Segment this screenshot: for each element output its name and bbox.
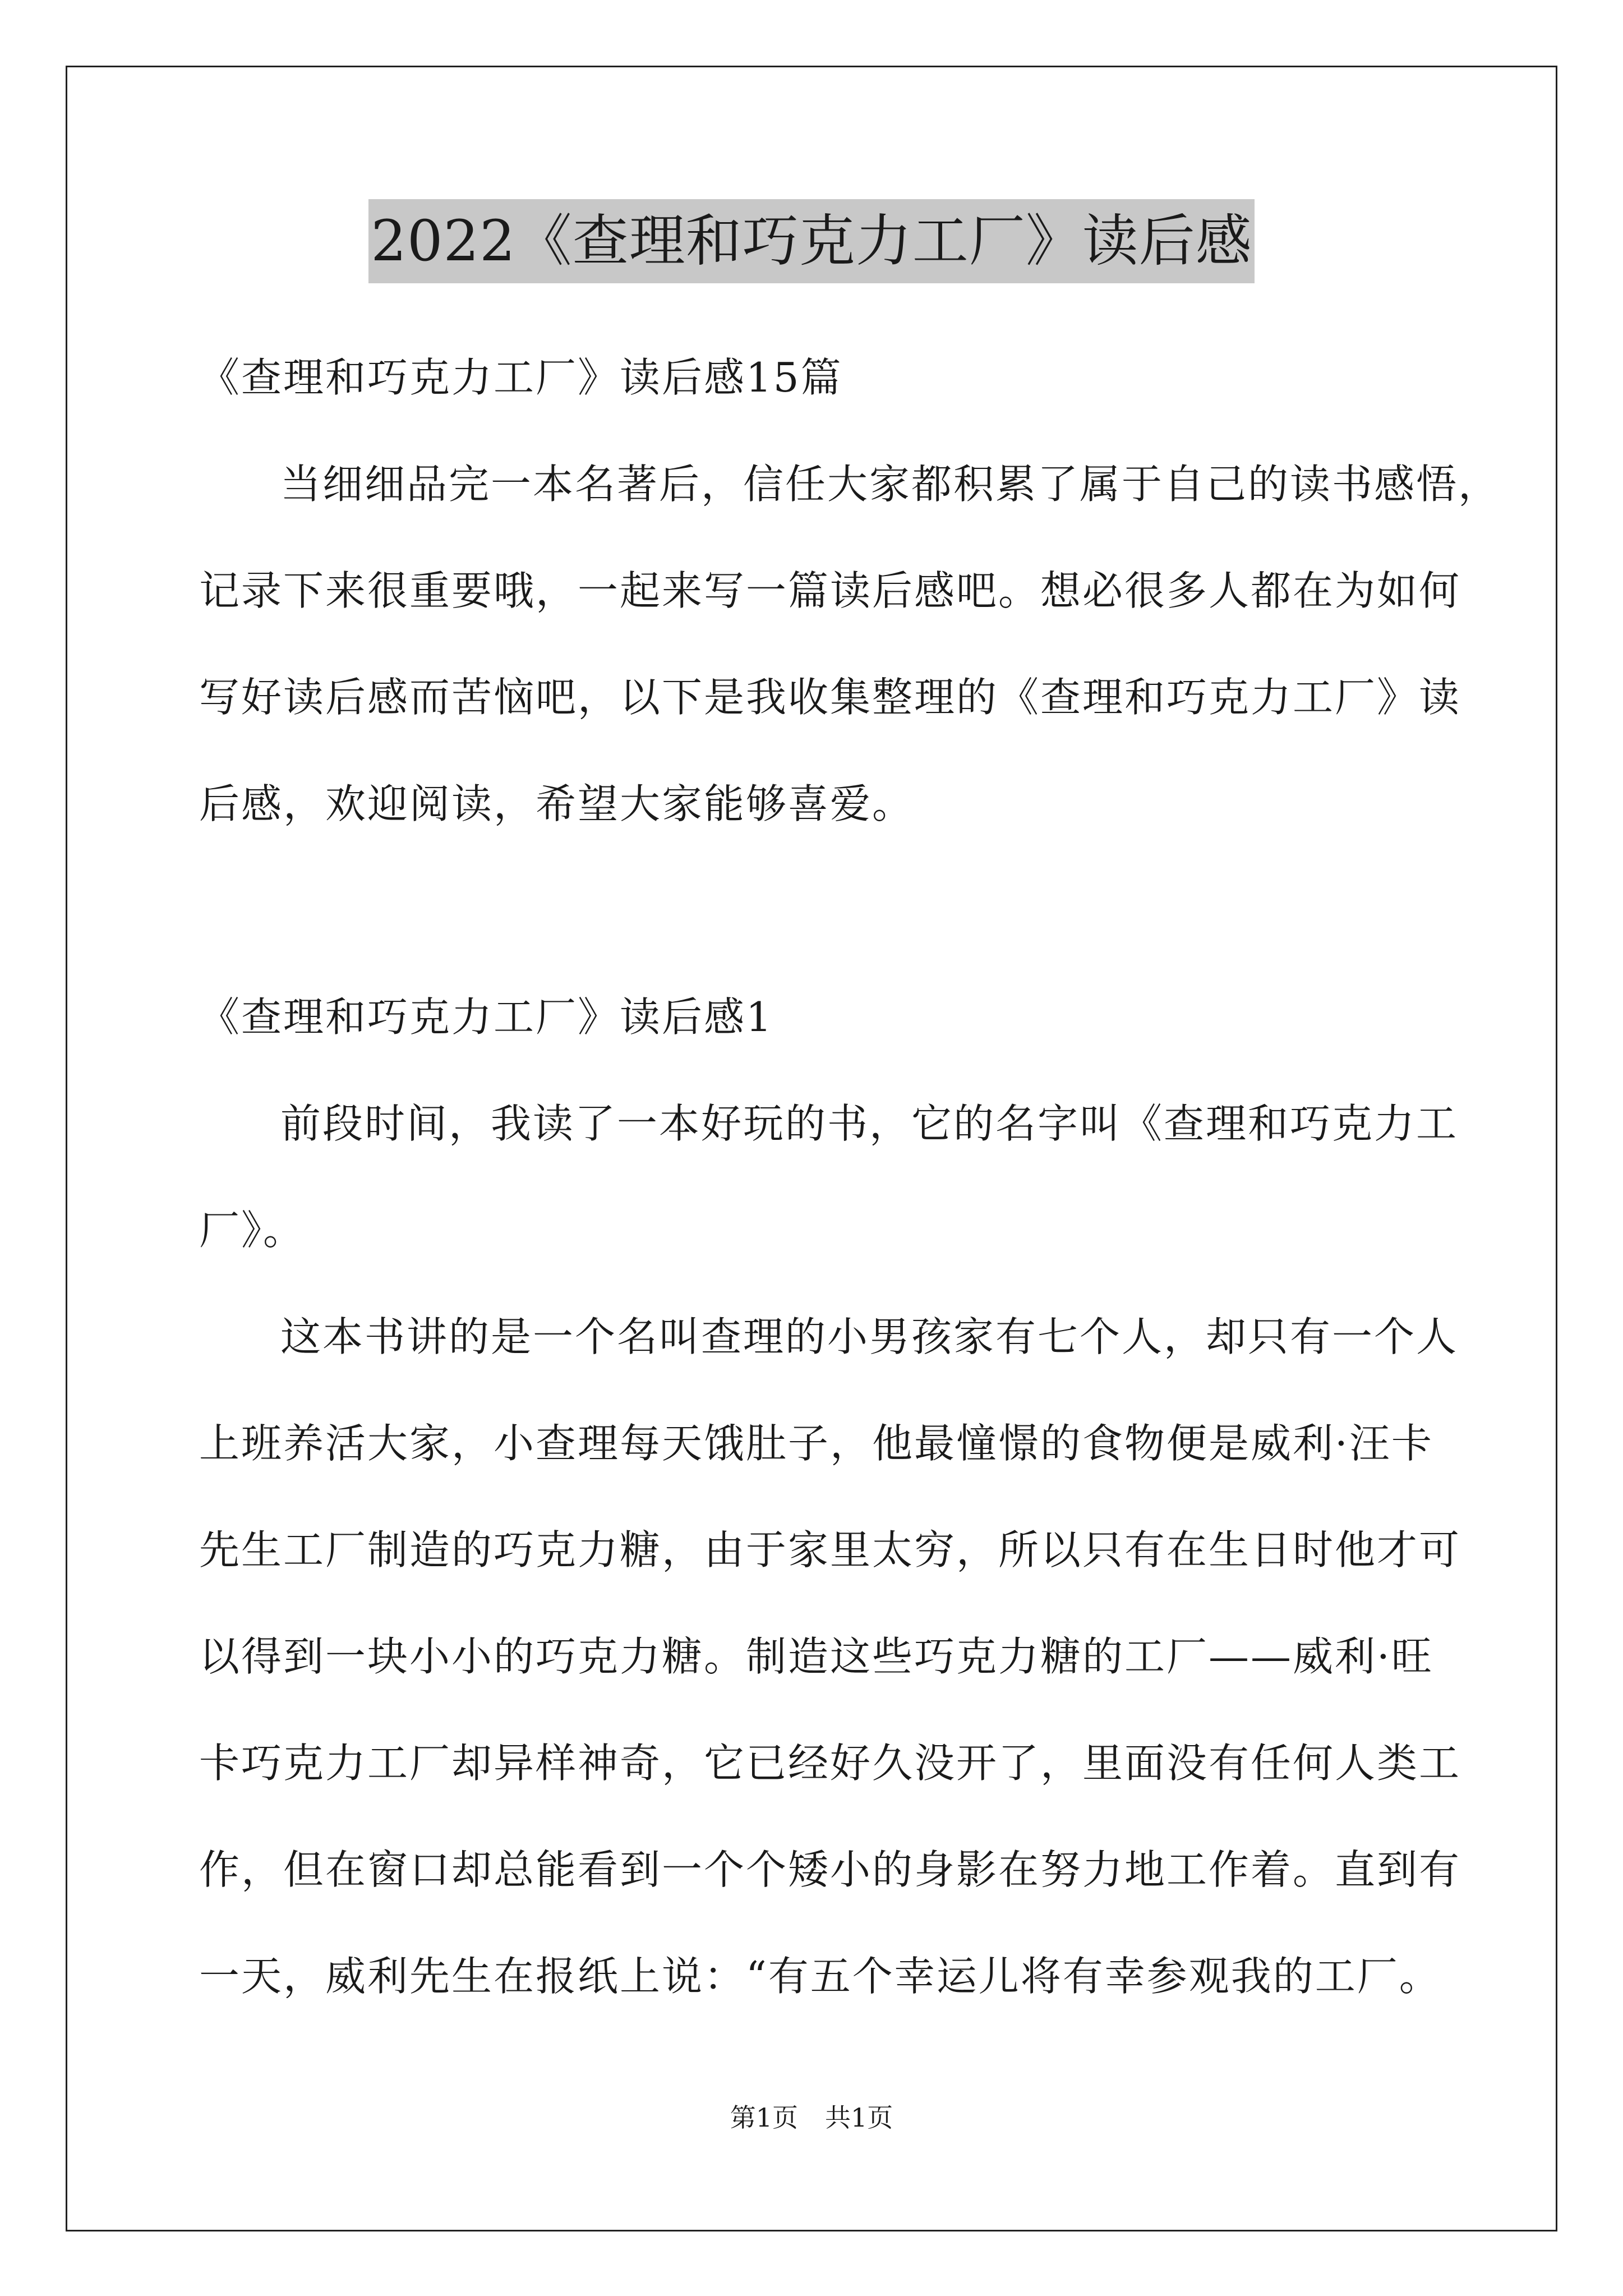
para2-line-2: 上班养活大家，小查理每天饿肚子，他最憧憬的食物便是威利·汪卡 [199,1420,1433,1467]
title-block [0,199,1623,283]
intro-line-2: 记录下来很重要哦，一起来写一篇读后感吧。想必很多人都在为如何 [199,567,1461,614]
section-heading: 《查理和巧克力工厂》读后感1 [199,993,773,1041]
para1-line-2: 厂》。 [199,1207,306,1254]
para2-line-5: 卡巧克力工厂却异样神奇，它已经好久没开了，里面没有任何人类工 [199,1740,1461,1787]
para1-line-1: 前段时间，我读了一本好玩的书，它的名字叫《查理和巧克力工 [280,1100,1459,1147]
page-number: 第1页 [730,2102,798,2133]
intro-line-3: 写好读后感而苦恼吧，以下是我收集整理的《查理和巧克力工厂》读 [199,674,1461,721]
para2-line-7: 一天，威利先生在报纸上说：“有五个幸运儿将有幸参观我的工厂。 [199,1953,1441,2000]
intro-line-1: 当细细品完一本名著后，信任大家都积累了属于自己的读书感悟， [280,461,1501,508]
para2-line-1: 这本书讲的是一个名叫查理的小男孩家有七个人，却只有一个人 [280,1313,1459,1360]
document-title: 2022《查理和巧克力工厂》读后感 [368,199,1255,283]
page-footer [0,2101,1623,2134]
page-total: 共1页 [825,2102,893,2133]
document-subtitle: 《查理和巧克力工厂》读后感15篇 [199,354,843,401]
para2-line-6: 作，但在窗口却总能看到一个个矮小的身影在努力地工作着。直到有 [199,1846,1461,1893]
intro-line-4: 后感，欢迎阅读，希望大家能够喜爱。 [199,780,915,827]
para2-line-3: 先生工厂制造的巧克力糖，由于家里太穷，所以只有在生日时他才可 [199,1526,1461,1573]
para2-line-4: 以得到一块小小的巧克力糖。制造这些巧克力糖的工厂——威利·旺 [199,1633,1433,1680]
